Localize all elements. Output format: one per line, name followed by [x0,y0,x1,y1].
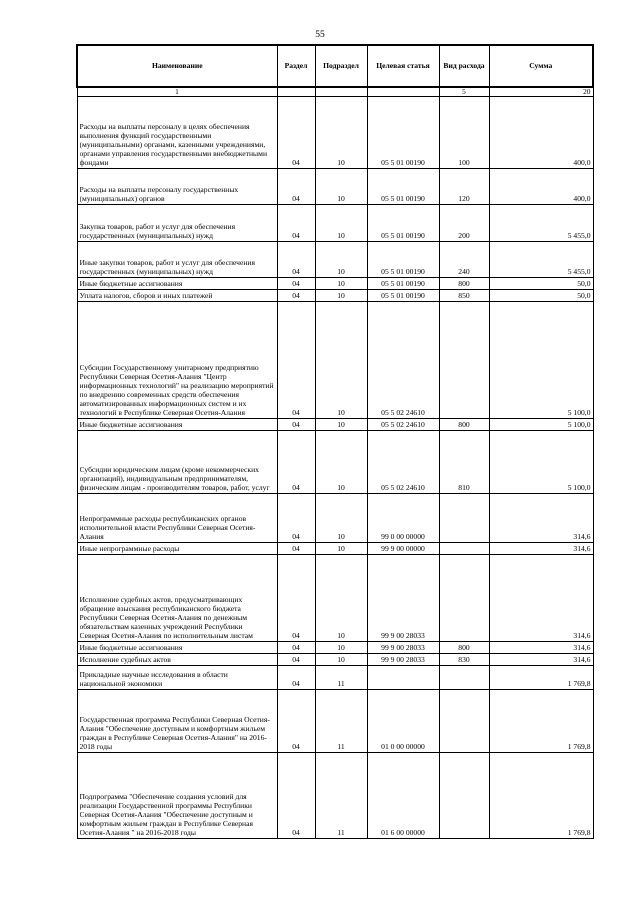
row-name [77,690,277,753]
row-subsection: 10 [315,302,367,419]
row-sum: 314,6 [489,543,593,555]
row-section: 04 [277,205,315,242]
header-target: Целевая статья [367,45,439,87]
header-type: Вид расхода [439,45,489,87]
row-section: 04 [277,242,315,278]
row-type: 800 [439,278,489,290]
row-name-text: Иные бюджетные ассигнования [79,421,183,430]
row-name-text: Расходы на выплаты персоналу в целях обеспечения выполнения функций государственными (муниципальными) органами, казенными учреждениями, органами управления государственными внебюджетными фондами [79,123,268,168]
row-target: 99 9 00 28033 [367,654,439,666]
row-target: 05 5 02 24610 [367,302,439,419]
col-number: 1 [77,87,277,97]
row-sum: 400,0 [489,169,593,205]
row-subsection: 10 [315,642,367,654]
row-target: 01 6 00 00000 [367,753,439,839]
row-sum: 1 769,8 [489,666,593,690]
row-type [439,555,489,642]
header-subsection: Подраздел [315,45,367,87]
table-row [77,302,593,419]
row-type: 850 [439,290,489,302]
table-row [77,753,593,839]
row-target: 05 5 01 00190 [367,169,439,205]
col-number [315,87,367,97]
row-type: 810 [439,431,489,494]
row-section: 04 [277,97,315,169]
row-target: 99 9 00 00000 [367,543,439,555]
row-target: 99 0 00 00000 [367,494,439,543]
header-sum: Сумма [489,45,593,87]
row-name-text: Закупка товаров, работ и услуг для обеспечения государственных (муниципальных) нужд [79,223,236,241]
row-type: 120 [439,169,489,205]
row-target: 05 5 01 00190 [367,97,439,169]
row-type [439,753,489,839]
row-name-text: Прикладные научные исследования в области национальной экономики [79,671,228,689]
row-sum: 314,6 [489,494,593,543]
table-header-row [77,45,593,87]
table-row [77,242,593,278]
column-number-row [77,87,593,97]
row-sum: 314,6 [489,555,593,642]
row-target [367,666,439,690]
row-subsection: 10 [315,278,367,290]
row-subsection: 10 [315,169,367,205]
row-subsection: 10 [315,419,367,431]
row-type: 200 [439,205,489,242]
row-name [77,654,277,666]
table-row [77,543,593,555]
col-number: 20 [489,87,593,97]
row-name [77,97,277,169]
row-subsection: 11 [315,753,367,839]
row-subsection: 10 [315,97,367,169]
row-name-text: Иные бюджетные ассигнования [79,644,183,653]
row-section: 04 [277,753,315,839]
row-sum: 314,6 [489,654,593,666]
row-name [77,302,277,419]
table-row [77,97,593,169]
row-section: 04 [277,494,315,543]
table-row [77,431,593,494]
row-section: 04 [277,302,315,419]
col-number [277,87,315,97]
row-name [77,431,277,494]
table-row [77,642,593,654]
row-name [77,205,277,242]
row-name [77,494,277,543]
row-type: 830 [439,654,489,666]
row-section: 04 [277,642,315,654]
row-sum: 1 769,8 [489,690,593,753]
table-row [77,278,593,290]
table-row [77,494,593,543]
table-row [77,419,593,431]
row-name [77,290,277,302]
table-row [77,666,593,690]
row-target: 05 5 01 00190 [367,290,439,302]
row-name-text: Государственная программа Республики Северная Осетия-Алания "Обеспечение доступным и комфортным жильем граждан в Республике Северная Осетия-Алания" на 2016-2018 годы [79,716,270,752]
row-name-text: Уплата налогов, сборов и иных платежей [79,292,213,301]
row-sum: 1 769,8 [489,753,593,839]
row-sum: 5 100,0 [489,302,593,419]
row-type: 100 [439,97,489,169]
row-name [77,419,277,431]
row-name-text: Иные непрограммные расходы [79,545,180,554]
row-target: 01 0 00 00000 [367,690,439,753]
table-row [77,169,593,205]
table-row [77,654,593,666]
row-section: 04 [277,419,315,431]
row-name-text: Иные закупки товаров, работ и услуг для обеспечения государственных (муниципальных) нужд [79,259,255,277]
row-subsection: 10 [315,290,367,302]
budget-table [76,44,594,839]
header-name: Наименование [77,45,277,87]
row-target: 99 9 00 28033 [367,555,439,642]
row-subsection: 10 [315,242,367,278]
row-type [439,666,489,690]
row-sum: 5 455,0 [489,242,593,278]
row-section: 04 [277,543,315,555]
row-subsection: 10 [315,543,367,555]
row-target: 05 5 01 00190 [367,278,439,290]
row-name [77,666,277,690]
row-name [77,642,277,654]
row-name-text: Субсидии юридическим лицам (кроме некоммерческих организаций), индивидуальным предпринимателям, физическим лицам - производителям товаров, работ, услуг [79,466,270,493]
row-target: 05 5 01 00190 [367,242,439,278]
row-section: 04 [277,290,315,302]
row-type [439,690,489,753]
table-row [77,690,593,753]
row-name [77,278,277,290]
row-target: 05 5 02 24610 [367,431,439,494]
row-section: 04 [277,654,315,666]
col-number: 5 [439,87,489,97]
table-row [77,555,593,642]
row-section: 04 [277,666,315,690]
row-section: 04 [277,555,315,642]
row-sum: 50,0 [489,278,593,290]
row-type [439,543,489,555]
row-name-text: Расходы на выплаты персоналу государственных (муниципальных) органов [79,186,239,204]
row-subsection: 11 [315,690,367,753]
row-section: 04 [277,690,315,753]
page-number: 55 [315,30,325,40]
row-subsection: 10 [315,205,367,242]
row-target: 05 5 01 00190 [367,205,439,242]
row-name-text: Исполнение судебных актов [79,656,171,665]
row-type [439,494,489,543]
row-subsection: 10 [315,555,367,642]
row-type: 240 [439,242,489,278]
row-subsection: 10 [315,431,367,494]
col-number [367,87,439,97]
row-type: 800 [439,642,489,654]
row-sum: 314,6 [489,642,593,654]
row-name [77,753,277,839]
row-name-text: Исполнение судебных актов, предусматривающих обращение взыскания республиканского бюджета Республики Северная Осетия-Алания по денежным обязательствам казенных учреждений Республики Северная Осетия-Алания по исполнительным листам [79,596,253,641]
row-name-text: Субсидии Государственному унитарному предприятию Республики Северная Осетия-Алания "Центр информационных технологий" на реализацию мероприятий по внедрению современных средств обеспечения автоматизированных информационных систем и их технологий в Республике Северная Осетия-Алания [79,364,274,418]
table-row [77,205,593,242]
row-name [77,543,277,555]
row-section: 04 [277,278,315,290]
row-sum: 5 100,0 [489,431,593,494]
row-name [77,555,277,642]
row-subsection: 11 [315,666,367,690]
row-section: 04 [277,431,315,494]
table-row [77,290,593,302]
row-section: 04 [277,169,315,205]
row-sum: 400,0 [489,97,593,169]
row-name [77,169,277,205]
row-type: 800 [439,419,489,431]
row-type [439,302,489,419]
row-target: 99 9 00 28033 [367,642,439,654]
row-name-text: Иные бюджетные ассигнования [79,280,183,289]
row-name-text: Непрограммные расходы республиканских органов исполнительной власти Республики Северная Осетия-Алания [79,515,256,542]
row-sum: 5 455,0 [489,205,593,242]
row-subsection: 10 [315,494,367,543]
row-subsection: 10 [315,654,367,666]
row-target: 05 5 02 24610 [367,419,439,431]
row-name-text: Подпрограмма "Обеспечение создания условий для реализации Государственной программы Республики Северная Осетия-Алания "Обеспечение доступным и комфортным жильем граждан в Республике Северная Осетия-Алания " на 2016-2018 годы [79,793,253,838]
row-sum: 50,0 [489,290,593,302]
row-sum: 5 100,0 [489,419,593,431]
row-name [77,242,277,278]
header-section: Раздел [277,45,315,87]
